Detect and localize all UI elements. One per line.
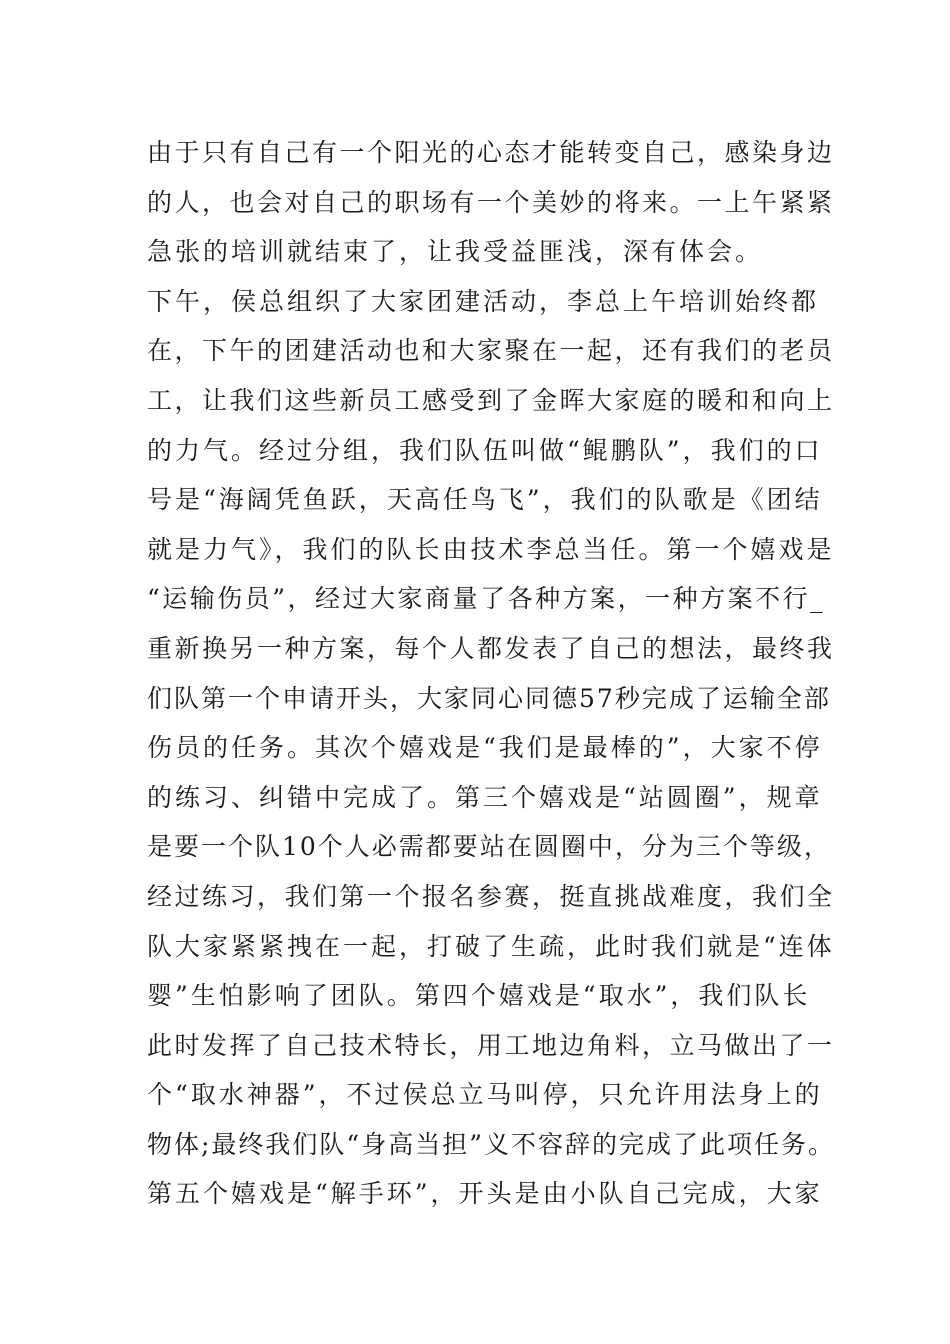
text-line: “运输伤员”，经过大家商量了各种方案，一种方案不行_ (147, 584, 826, 614)
text-line: 婴”生怕影响了团队。第四个嬉戏是“取水”，我们队长 (147, 981, 811, 1011)
text-line: 经过练习，我们第一个报名参赛，挺直挑战难度，我们全 (147, 881, 835, 911)
text-line: 在，下午的团建活动也和大家聚在一起，还有我们的老员 (147, 336, 835, 366)
paragraph-start-line: 下午，侯总组织了大家团建活动，李总上午培训始终都 (147, 286, 820, 316)
text-line: 此时发挥了自己技术特长，用工地边角料，立马做出了一 (147, 1030, 835, 1060)
text-line: 的人，也会对自己的职场有一个美妙的将来。一上午紧紧 (147, 187, 835, 217)
text-line: 急张的培训就结束了，让我受益匪浅，深有体会。 (147, 237, 764, 267)
text-line: 队大家紧紧拽在一起，打破了生疏，此时我们就是“连体 (147, 931, 835, 961)
text-line: 物体;最终我们队“身高当担”义不容辞的完成了此项任务。 (147, 1129, 835, 1159)
text-line: 工，让我们这些新员工感受到了金晖大家庭的暖和和向上 (147, 385, 835, 415)
text-line: 由于只有自己有一个阳光的心态才能转变自己，感染身边 (147, 138, 835, 167)
text-line: 伤员的任务。其次个嬉戏是“我们是最棒的”，大家不停 (147, 733, 823, 763)
text-line: 第五个嬉戏是“解手环”，开头是由小队自己完成，大家 (147, 1179, 823, 1209)
text-line: 号是“海阔凭鱼跃，天高任鸟飞”，我们的队歌是《团结 (147, 485, 823, 515)
text-line: 是要一个队10个人必需都要站在圆圈中，分为三个等级， (147, 832, 831, 862)
text-line: 的力气。经过分组，我们队伍叫做“鲲鹏队”，我们的口 (147, 435, 823, 465)
text-line: 就是力气》，我们的队长由技术李总当任。第一个嬉戏是 (147, 534, 835, 564)
body-text (147, 128, 837, 1219)
text-line: 重新换另一种方案，每个人都发表了自己的想法，最终我 (147, 633, 835, 663)
text-line: 个“取水神器”，不过侯总立马叫停，只允许用法身上的 (147, 1080, 823, 1110)
text-line: 们队第一个申请开头，大家同心同德57秒完成了运输全部 (147, 683, 831, 713)
text-line: 的练习、纠错中完成了。第三个嬉戏是“站圆圈”，规章 (147, 782, 823, 812)
